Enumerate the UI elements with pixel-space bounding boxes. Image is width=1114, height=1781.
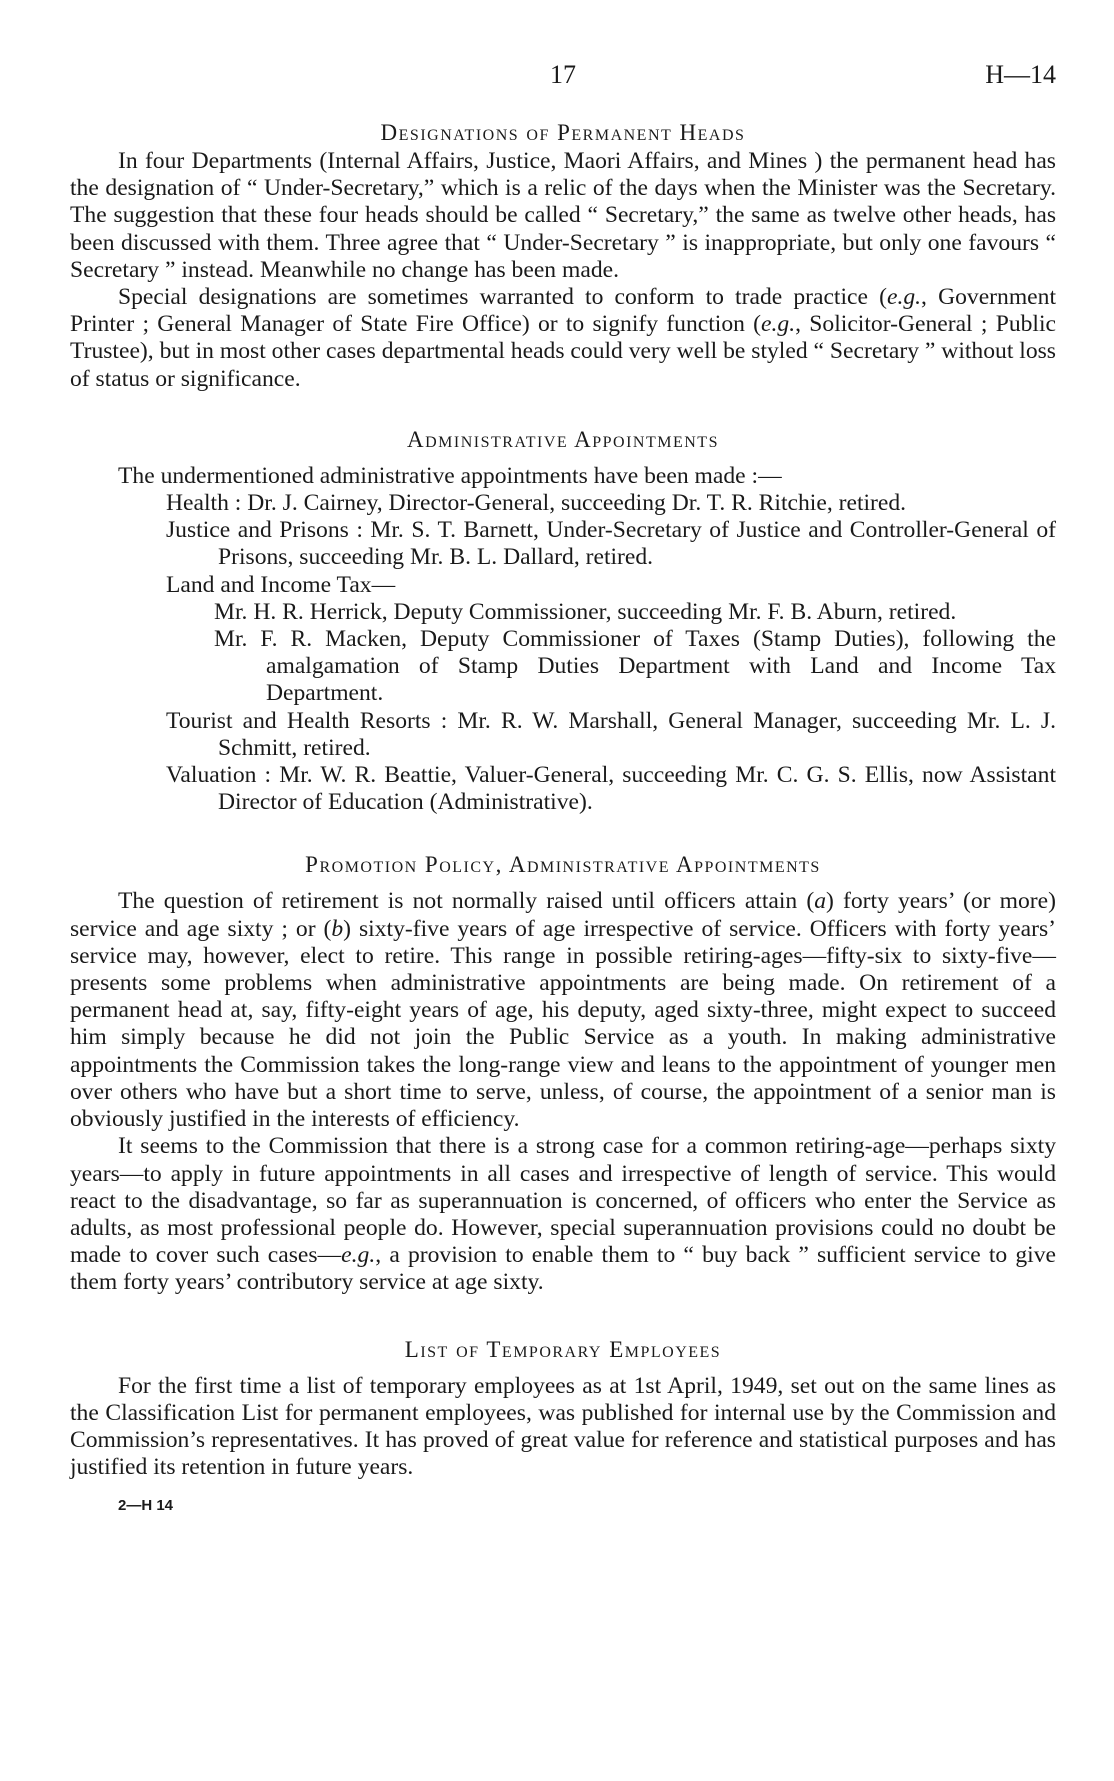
list-item: Land and Income Tax— bbox=[166, 571, 396, 598]
paragraph: The undermentioned administrative appointments have been made :— bbox=[118, 462, 782, 489]
paragraph: Special designations are sometimes warranted to conform to trade practice (e.g., Government Printer ; General Manager of State Fire Office) or to signify function (e.g., Solicitor-General ; Public Trustee), but in most other cases departmental heads could very well be styled “ Secretary ” without loss of status or significance. bbox=[70, 284, 1057, 392]
paragraph: For the first time a list of temporary employees as at 1st April, 1949, set out on the same lines as the Classification List for permanent employees, was published for internal use by the Commission and Commission’s representatives. It has proved of great value for reference and statistical purposes and has justified its retention in future years. bbox=[70, 1372, 1056, 1481]
page-header bbox=[70, 0, 1056, 100]
page bbox=[70, 0, 1056, 1514]
section-heading: Promotion Policy, Administrative Appointments bbox=[305, 852, 821, 878]
appointment-list bbox=[70, 490, 1056, 816]
list-item: Valuation : Mr. W. R. Beattie, Valuer-General, succeeding Mr. C. G. S. Ellis, now Assistant Director of Education (Administrative). bbox=[166, 762, 1056, 816]
document-code: H—14 bbox=[985, 60, 1056, 89]
section-designations bbox=[70, 118, 1056, 393]
section-heading: Administrative Appointments bbox=[407, 426, 719, 452]
list-item: Tourist and Health Resorts : Mr. R. W. Marshall, General Manager, succeeding Mr. L. J. Schmitt, retired. bbox=[166, 707, 1056, 761]
list-item: Mr. H. R. Herrick, Deputy Commissioner, succeeding Mr. F. B. Aburn, retired. bbox=[214, 598, 957, 625]
signature-mark: 2—H 14 bbox=[118, 1497, 174, 1515]
section-admin-appointments bbox=[70, 425, 1056, 817]
paragraph: It seems to the Commission that there is a strong case for a common retiring-age—perhaps sixty years—to apply in future appointments in all cases and irrespective of length of service. This would react to the disadvantage, so far as superannuation is concerned, of officers who enter the Service as adults, as most professional people do. However, special superannuation provisions could no doubt be made to cover such cases—e.g., a provision to enable them to “ buy back ” sufficient service to give them forty years’ contributory service at age sixty. bbox=[70, 1133, 1056, 1296]
page-number: 17 bbox=[550, 60, 576, 89]
section-promotion-policy bbox=[70, 850, 1056, 1296]
section-heading: List of Temporary Employees bbox=[404, 1336, 722, 1362]
list-item: Health : Dr. J. Cairney, Director-General, succeeding Dr. T. R. Ritchie, retired. bbox=[166, 490, 907, 517]
paragraph: The question of retirement is not normally raised until officers attain (a) forty years’ (or more) service and age sixty ; or (b) sixty-five years of age irrespective of service. Officers with forty years’ service may, however, elect to retire. This range in possible retiring-ages—fifty-six to sixty-five—presents some problems when administrative appointments are being made. On retirement of a permanent head at, say, fifty-eight years of age, his deputy, aged sixty-three, might expect to succeed him simply because he did not join the Public Service as a youth. In making administrative appointments the Commission takes the long-range view and leans to the appointment of younger men over others who have but a short time to serve, unless, of course, the appointment of a senior man is obviously justified in the interests of efficiency. bbox=[70, 888, 1056, 1133]
section-temporary-employees bbox=[70, 1335, 1056, 1482]
paragraph: In four Departments (Internal Affairs, Justice, Maori Affairs, and Mines ) the permanent head has the designation of “ Under-Secretary,” which is a relic of the days when the Minister was the Secretary. The suggestion that these four heads should be called “ Secretary,” the same as twelve other heads, has been discussed with them. Three agree that “ Under-Secretary ” is inappropriate, but only one favours “ Secretary ” instead. Meanwhile no change has been made. bbox=[70, 148, 1056, 283]
list-item: Mr. F. R. Macken, Deputy Commissioner of Taxes (Stamp Duties), following the amalgamation of Stamp Duties Department with Land and Income Tax Department. bbox=[214, 626, 1056, 707]
section-heading: Designations of Permanent Heads bbox=[380, 120, 746, 145]
list-item: Justice and Prisons : Mr. S. T. Barnett, Under-Secretary of Justice and Controller-General of Prisons, succeeding Mr. B. L. Dallard, retired. bbox=[166, 517, 1056, 571]
